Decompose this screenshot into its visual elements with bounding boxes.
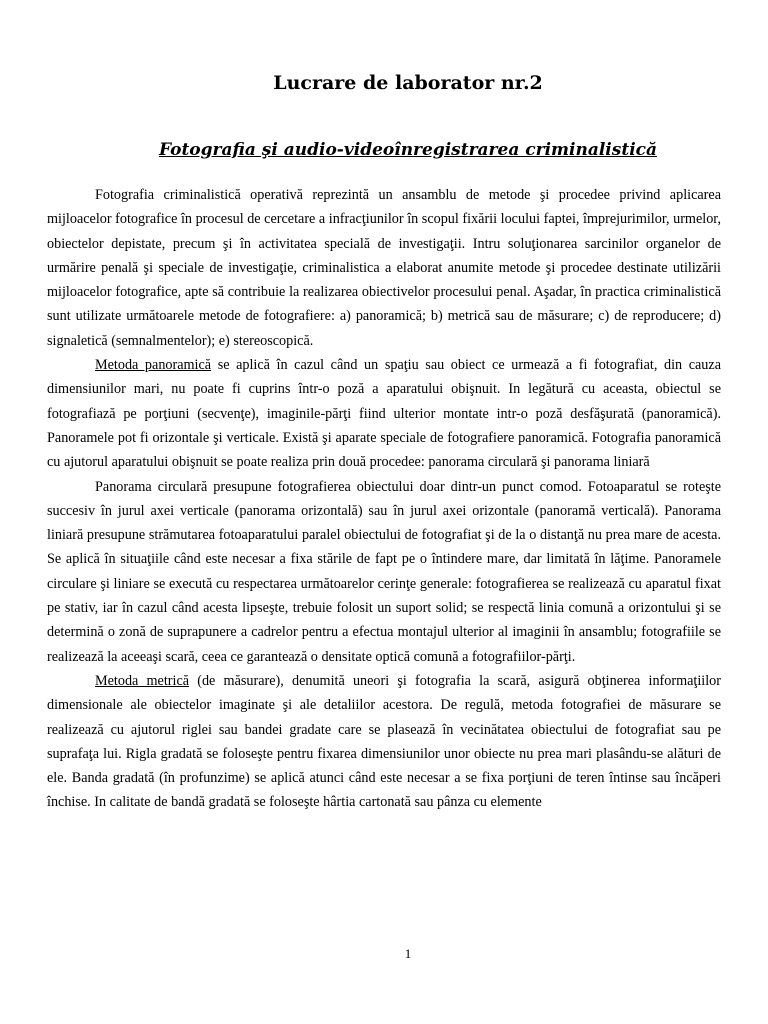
body-text (47, 183, 721, 815)
paragraph (47, 475, 721, 669)
page-subtitle: Fotografia şi audio-videoînregistrarea criminalistică (158, 140, 658, 160)
page-number: 1 (404, 946, 412, 961)
page-title: Lucrare de laborator nr.2 (273, 72, 543, 94)
paragraph-text: Fotografia criminalistică operativă reprezintă un ansamblu de metode şi procedee privind aplicarea mijloacelor fotografice în procesul de cercetare a infracţiunilor în scopul fixării locului faptei, împrejurimilor, urmelor, obiectelor depistate, precum şi în activitatea specială de investigaţii. Intru soluţionarea sarcinilor organelor de urmărire penală şi speciale de investigaţie, criminalistica a elaborat anumite metode şi procedee destinate utilizării mijloacelor fotografice, apte să contribuie la realizarea obiectivelor procesului penal. Aşadar, în practica criminalistică sunt utilizate următoarele metode de fotografiere: a) panoramică; b) metrică sau de măsurare; c) de reproducere; d) signaletică (semnalmentelor); e) stereoscopică. (47, 187, 721, 349)
paragraph (47, 353, 721, 474)
paragraph-lead: Metoda panoramică (95, 357, 212, 374)
paragraph-lead: Metoda metrică (95, 672, 190, 689)
paragraph-text: Panorama circulară presupune fotografierea obiectului doar dintr-un punct comod. Fotoaparatul se roteşte succesiv în jurul axei verticale (panorama orizontală) sau în jurul axei orizontale (panoramă verticală). Panorama liniară presupune strămutarea fotoaparatului paralel obiectului de fotografiat şi de la o distanţă nu prea mare de acesta. Se aplică în situaţiile când este necesar a fixa stările de fapt pe o întindere mare, dar limitată în lăţime. Panoramele circulare şi liniare se execută cu respectarea următoarelor cerinţe generale: fotografierea se realizează cu aparatul fixat pe stativ, iar în cazul când acesta lipseşte, trebuie folosit un suport solid; se respectă linia comună a orizontului şi se determină o zonă de suprapunere a cadrelor pentru a efectua montajul ulterior al imaginii în ansamblu; fotografiile se realizează la aceeaşi scară, ceea ce garantează o densitate optică comună a fotografiilor-părţi. (47, 478, 721, 665)
paragraph (47, 669, 721, 815)
paragraph (47, 183, 721, 353)
paragraph-text: (de măsurare), denumită uneori şi fotografia la scară, asigură obţinerea informaţiilor dimensionale ale obiectelor imaginate şi ale detaliilor acestora. De regulă, metoda fotografiei de măsurare se realizează cu ajutorul riglei sau bandei gradate care se plasează în vecinătatea obiectului de fotografiat sau pe suprafaţa lui. Rigla gradată se foloseşte pentru fixarea dimensiunilor unor obiecte nu prea mari plasându-se alături de ele. Banda gradată (în profunzime) se aplică atunci când este necesar a se fixa porţiuni de teren întinse sau încăperi închise. In calitate de bandă gradată se foloseşte hârtia cartonată sau pânza cu elemente (47, 672, 722, 811)
paragraph-text: se aplică în cazul când un spaţiu sau obiect ce urmează a fi fotografiat, din cauza dimensiunilor mari, nu poate fi cuprins într-o poză a aparatului obişnuit. In legătură cu aceasta, obiectul se fotografiază pe porţiuni (secvenţe), imaginile-părţi fiind ulterior montate intr-o poză desfăşurată (panoramică). Panoramele pot fi orizontale şi verticale. Există şi aparate speciale de fotografiere panoramică. Fotografia panoramică cu ajutorul aparatului obişnuit se poate realiza prin două procedee: panorama circulară şi panorama liniară (47, 357, 721, 471)
